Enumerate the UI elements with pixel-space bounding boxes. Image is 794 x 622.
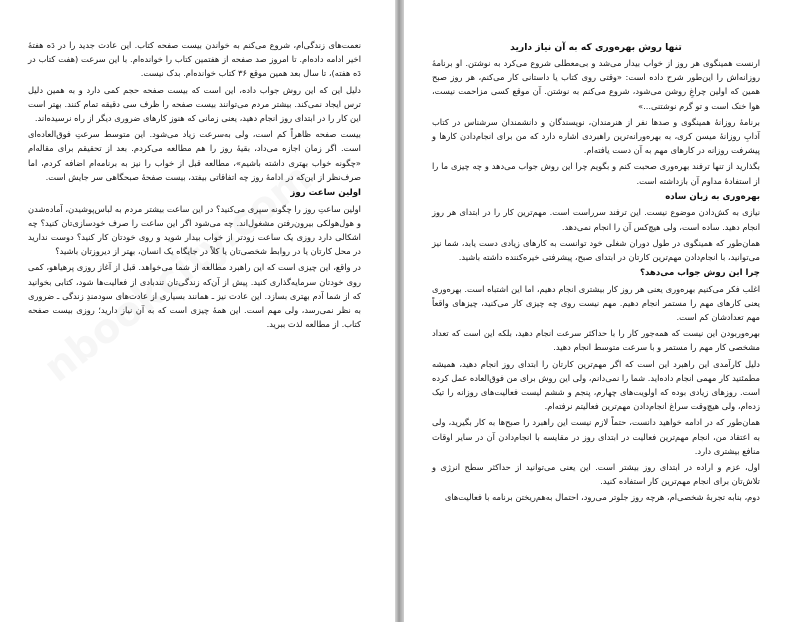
paragraph: بگذارید از تنها ترفند بهره‌وری صحبت کنم و بگویم چرا این روش جواب می‌دهد و چه چیزی ما را از استفادهٔ مداوم آن بازداشته است. [432, 161, 760, 186]
left-page [0, 0, 395, 622]
paragraph: همان‌طور که در ادامه خواهید دانست، حتماً لازم نیست این راهبرد را صبح‌ها به کار بگیرید، ولی به اعتقاد من، انجام مهم‌ترین فعالیت در ابتدای روز در مقایسه با انجام‌دادن آن در سایر اوقات منافع بیشتری دارد. [432, 417, 760, 456]
page-gutter [395, 0, 404, 622]
paragraph: نعمت‌های زندگی‌ام، شروع می‌کنم به خواندن بیست صفحه کتاب. این عادت جدید را در دَه هفته‌ٔ اخیر ادامه داده‌ام. تا امروز صد صفحه از هفتمین کتاب را خوانده‌ام. با این سرعت (هفت کتاب در دَه هفته)، تا سال بعد همین موقع ۳۶ کتاب خوانده‌ام. بدک نیست. [28, 40, 361, 79]
section-heading: اولین ساعت روز [290, 188, 361, 199]
paragraph: اولین ساعتِ روز را چگونه سپری می‌کنید؟ در این ساعت بیشتر مردم به لباس‌پوشیدن، آماده‌شدن و هول‌هولکی بیرون‌رفتن مشغول‌اند. چه می‌شود اگر این ساعت را صرف خودسازی‌تان کنید؟ چه اشکالی دارد روزی یک ساعت زودتر از خواب بیدار شوید و روی خودتان کار کنید؟ دوست ندارید در محل کارتان یا در روابط شخصی‌تان یا کلاً در جایگاه یک انسان، بهتر از دیروزتان باشید؟ [28, 203, 361, 257]
paragraph: اول، عزم و اراده در ابتدای روز بیشتر است. این یعنی می‌توانید از حداکثر سطح انرژی و تلاش‌تان برای انجام مهم‌ترین کار استفاده کنید. [432, 462, 760, 487]
right-page [404, 0, 794, 622]
section-heading: چرا این روش جواب می‌دهد؟ [639, 268, 760, 279]
paragraph: بهره‌وربودن این نیست که همه‌جور کار را با حداکثر سرعت انجام دهید، بلکه این است که تعداد مشخصی کار مهم را مستمر و با سرعت متوسط انجام دهید. [432, 328, 760, 353]
paragraph: اغلب فکر می‌کنیم بهره‌وری یعنی هر روز کار بیشتری انجام دهیم، اما این اشتباه است. بهره‌وری یعنی کارهای مهم را مستمر انجام دهیم. مهم نیست روی چه چیزی کار می‌کنید، چیزهای واقعاً مهم تعدادشان کم است. [432, 283, 760, 323]
paragraph: نیازی به کش‌دادن موضوع نیست. این ترفند سرراست است. مهم‌ترین کار را در ابتدای هر روز انجام دهید. ساده است، ولی هیچ‌کس آن را انجام نمی‌دهد. [432, 207, 760, 232]
section-heading: بهره‌وری به زبان ساده [665, 191, 760, 202]
paragraph: ارنست همینگوی هر روز از خواب بیدار می‌شد و بی‌معطلی شروع می‌کرد به نوشتن. او برنامهٔ روزانه‌اش را این‌طور شرح داده است: «وقتی روی کتاب یا داستانی کار می‌کنم، هر روز صبح همین که اولین چراغِ روشن می‌شود، شروع می‌کنم به نوشتن. آن موقع کسی مزاحمت نیست، هوا خنک است و تو گرم نوشتنی...» [432, 58, 760, 111]
paragraph: در واقع، این چیزی است که این راهبرد مطالعه از شما می‌خواهد. قبل از آغاز روزی پرهیاهو، کمی روی خودتان سرمایه‌گذاری کنید. پیش از آن‌که زندگی‌تان تندبادی از فعالیت‌ها شود، کتابی بخوانید که از شما آدم بهتری بسازد. این عادت نیز ـ همانند بسیاری از عادت‌های سودمندِ زندگی ـ ضروری به نظر نمی‌رسد، ولی مهم است. این همهٔ چیزی است که به آن نیاز دارید؛ روزی بیست صفحه کتاب. از مطالعه لذت ببرید. [28, 262, 361, 330]
paragraph: بیست صفحه ظاهراً کم است، ولی به‌سرعت زیاد می‌شود. این متوسط سرعتِ فوق‌العاده‌ای است. اگر زمان اجازه می‌داد، بقیهٔ روز را هم مطالعه می‌کردم. بعد از تحقیقم برای مقاله‌ام «چگونه خواب بهتری داشته باشیم»، مطالعه قبل از خواب را نیز به برنامه‌ام اضافه کردم، اما صرف‌نظر از این‌که در ادامهٔ روز چه اتفاقاتی بیفتد، بیست صفحهٔ صبحگاهی سر جایش است. [28, 129, 361, 182]
chapter-title: تنها روش بهره‌وری که به آن نیاز دارید [510, 42, 682, 53]
paragraph: دلیل این که این روش جواب داده، این است که بیست صفحه حجم کمی دارد و به همین دلیل ترس ایجاد نمی‌کند. بیشتر مردم می‌توانند بیست صفحه را ظرف سی دقیقه تمام کنند. بهتر است این کار را در ابتدای روز انجام دهید، یعنی زمانی که هنوز کارهای ضروری دیگر از راه نرسیده‌اند. [28, 84, 361, 124]
paragraph: برنامهٔ روزانهٔ همینگوی و صدها نفر از هنرمندان، نویسندگان و دانشمندان سرشناس در کتاب آدابِ روزانهٔ میسن کری، به بهره‌ورانه‌ترین راهبردی اشاره دارد که من برای انجام‌دادن کارها و پیشرفت روزانه در کارهای مهم به آن دست یافته‌ام. [432, 116, 760, 156]
paragraph: دوم، بنابه تجربهٔ شخصی‌ام، هرچه روز جلوتر می‌رود، احتمال به‌هم‌ریختن برنامه با فعالیت‌های [444, 492, 760, 503]
paragraph: همان‌طور که همینگوی در طول دوران شغلی خود توانست به کارهای زیادی دست یابد، شما نیز می‌توانید، با انجام‌دادن مهم‌ترین کارتان در ابتدای صبح، پیشرفتی خیره‌کننده داشته باشید. [432, 237, 760, 262]
paragraph: دلیل کارآمدی این راهبرد این است که اگر مهم‌ترین کارتان را ابتدای روز انجام دهید، همیشه مطمئنید کار مهمی انجام داده‌اید. شما را نمی‌دانم، ولی این روش برای من فوق‌العاده عمل کرده است. روزهای زیادی بوده که اولویت‌های چهارم، پنجم و ششم لیست فعالیت‌های روزانه را تیک زده‌ام، ولی هیچ‌وقت سراغ انجام‌دادن مهم‌ترین فعالیتم نرفته‌ام. [431, 358, 760, 412]
